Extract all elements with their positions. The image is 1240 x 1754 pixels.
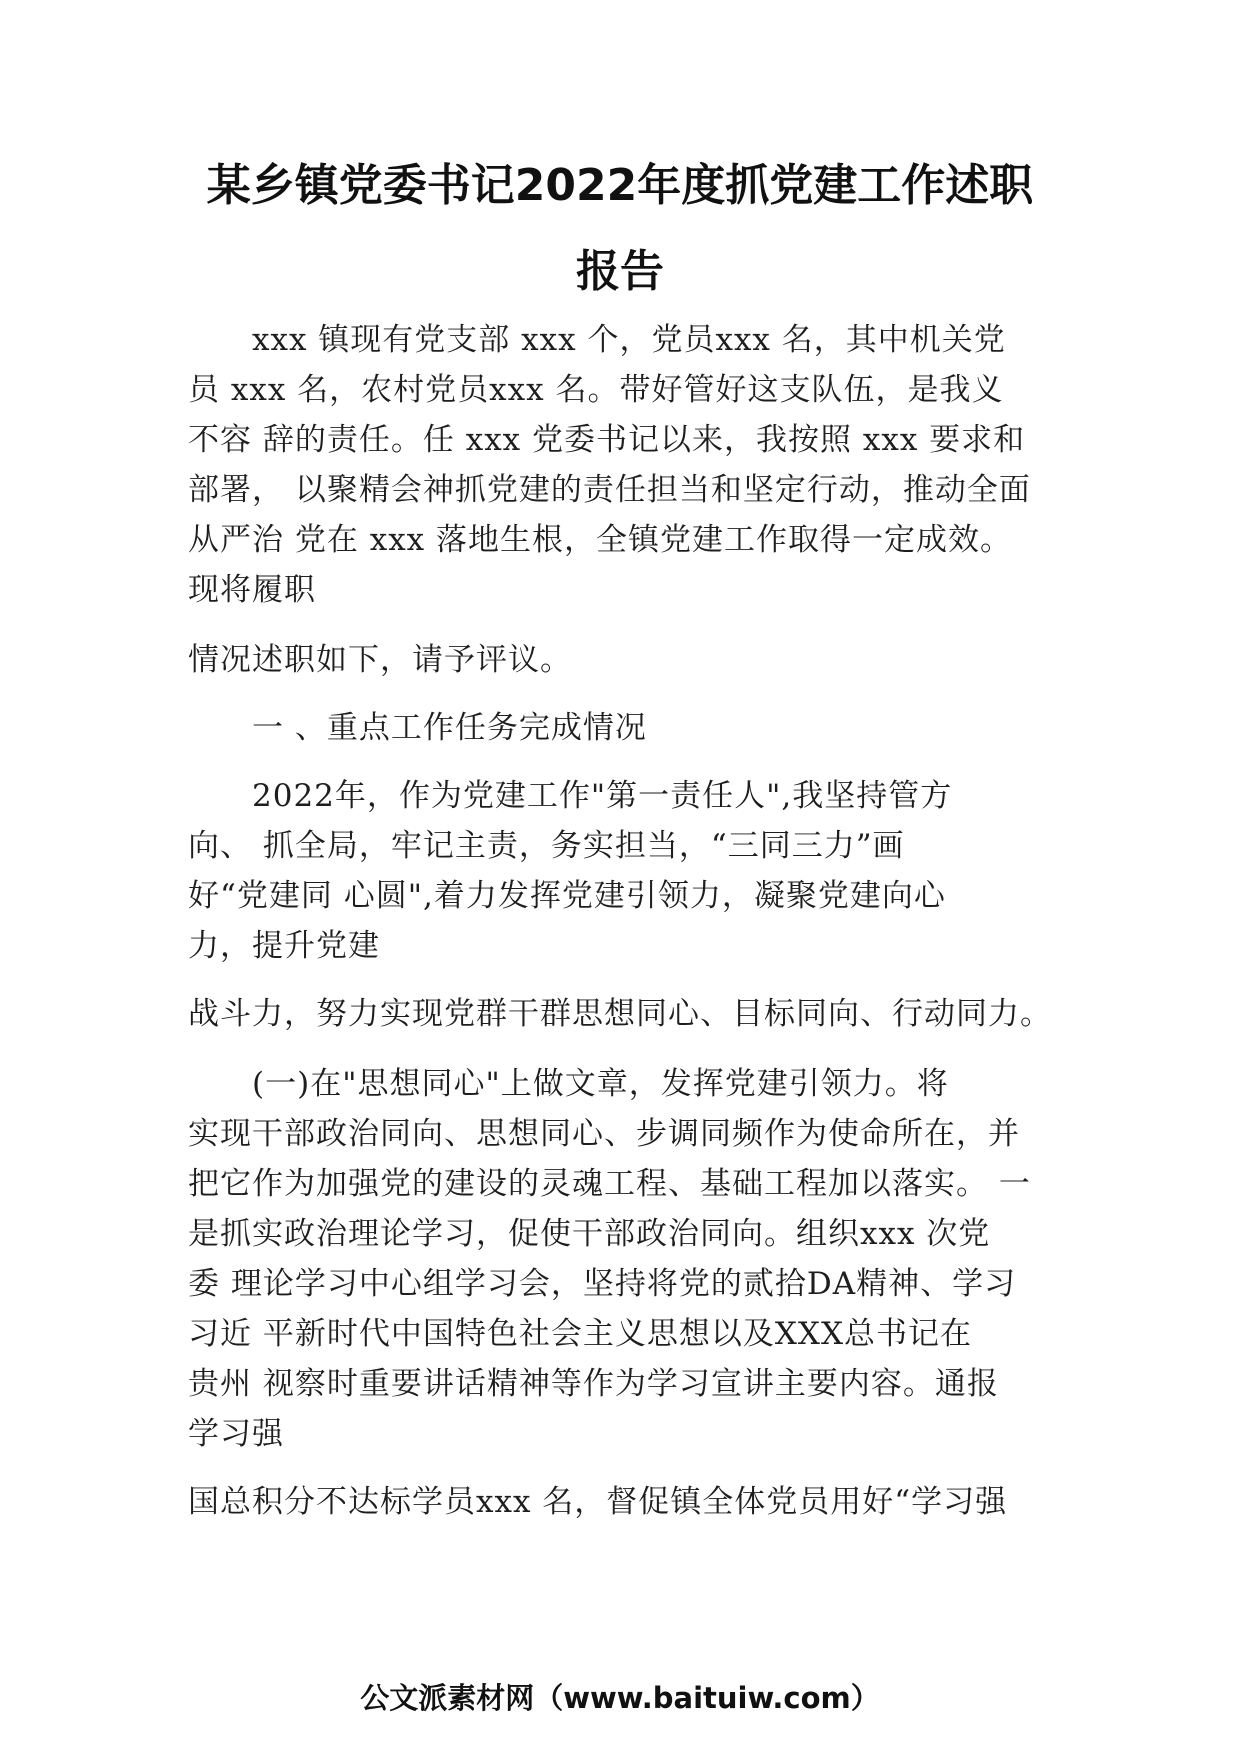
body-line: 国总积分不达标学员xxx 名，督促镇全体党员用好“学习强 bbox=[188, 1484, 1008, 1520]
document-title-line-2: 报告 bbox=[576, 246, 664, 297]
body-line: (一)在"思想同心"上做文章，发挥党建引领力。将 bbox=[188, 1066, 949, 1102]
body-line: 把它作为加强党的建设的灵魂工程、基础工程加以落实。 一 bbox=[188, 1166, 1031, 1202]
body-line: xxx 镇现有党支部 xxx 个，党员xxx 名，其中机关党 bbox=[188, 322, 1006, 358]
body-line: 实现干部政治同向、思想同心、步调同频作为使命所在，并 bbox=[188, 1116, 1020, 1152]
page-footer-watermark: 公文派素材网（www.baituiw.com） bbox=[360, 1681, 880, 1715]
body-line: 战斗力，努力实现党群干群思想同心、目标同向、行动同力。 bbox=[188, 996, 1052, 1032]
body-line: 不容 辞的责任。任 xxx 党委书记以来，我按照 xxx 要求和 bbox=[188, 422, 1026, 458]
body-line: 员 xxx 名，农村党员xxx 名。带好管好这支队伍，是我义 bbox=[188, 372, 1004, 408]
section-heading: 一 、重点工作任务完成情况 bbox=[188, 710, 647, 746]
body-line: 力，提升党建 bbox=[188, 928, 380, 964]
body-line: 委 理论学习中心组学习会，坚持将党的贰拾DA精神、学习 bbox=[188, 1266, 1017, 1302]
body-line: 是抓实政治理论学习，促使干部政治同向。组织xxx 次党 bbox=[188, 1216, 991, 1252]
body-line: 贵州 视察时重要讲话精神等作为学习宣讲主要内容。通报 bbox=[188, 1366, 999, 1402]
body-line: 学习强 bbox=[188, 1416, 284, 1452]
body-line: 部署， 以聚精会神抓党建的责任担当和坚定行动，推动全面 bbox=[188, 472, 1031, 508]
body-line: 习近 平新时代中国特色社会主义思想以及XXX总书记在 bbox=[188, 1316, 973, 1352]
document-title-line-1: 某乡镇党委书记2022年度抓党建工作述职 bbox=[206, 160, 1034, 211]
body-line: 情况述职如下，请予评议。 bbox=[188, 642, 572, 678]
body-line: 好“党建同 心圆",着力发挥党建引领力，凝聚党建向心 bbox=[188, 878, 946, 914]
body-line: 现将履职 bbox=[188, 572, 316, 608]
body-line: 从严治 党在 xxx 落地生根，全镇党建工作取得一定成效。 bbox=[188, 522, 1013, 558]
body-line: 2022年，作为党建工作"第一责任人",我坚持管方 bbox=[188, 778, 953, 814]
body-line: 向、 抓全局，牢记主责，务实担当，“三同三力”画 bbox=[188, 828, 905, 864]
